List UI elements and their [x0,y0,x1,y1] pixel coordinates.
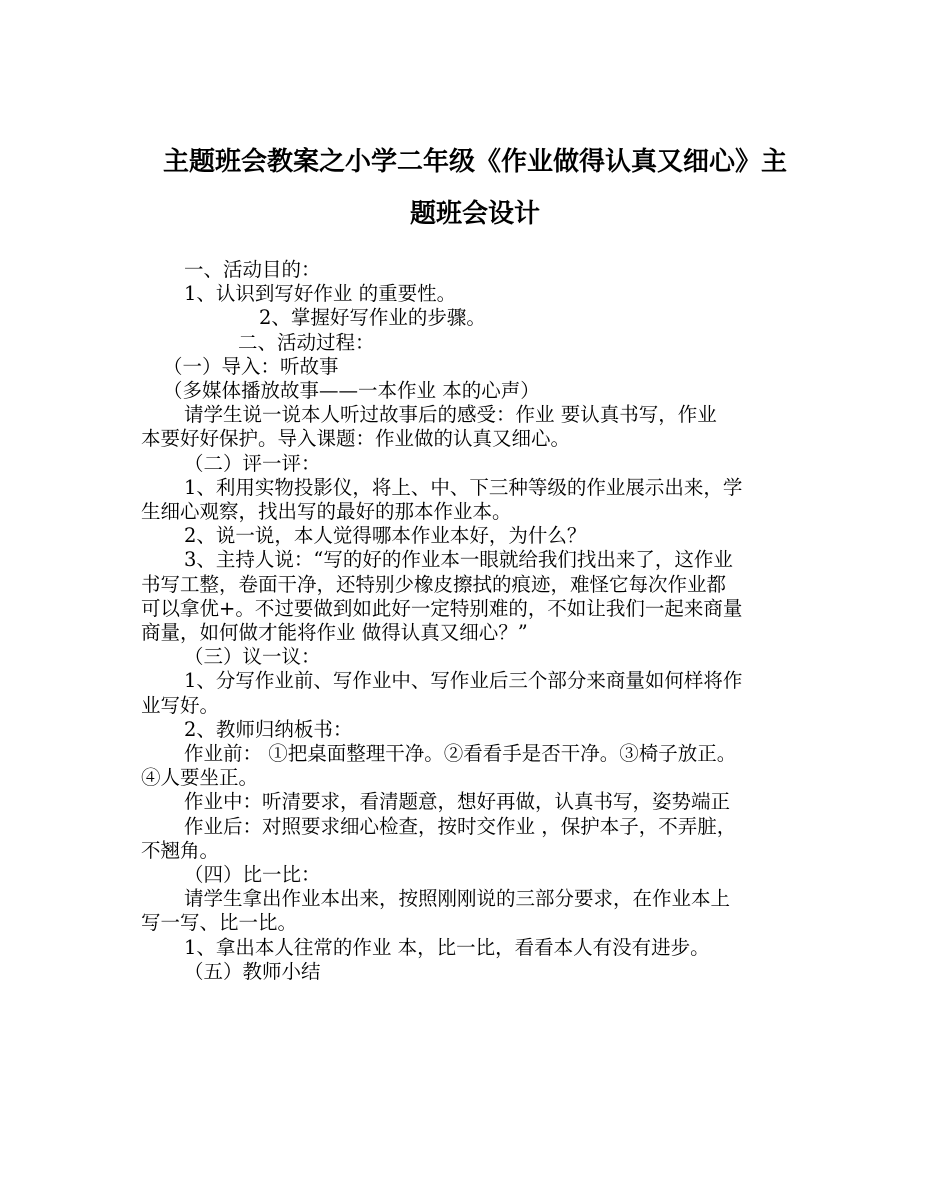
paragraph-line: 不翘角。 [141,838,220,862]
paragraph-line: 商量，如何做才能将作业 做得认真又细心？” [141,621,528,645]
paragraph-line: （多媒体播放故事——一本作业 本的心声） [163,379,540,403]
subsection-heading: （二）评一评： [184,451,321,475]
paragraph-line: 作业前： ①把桌面整理干净。②看看手是否干净。③椅子放正。 [184,742,737,766]
paragraph-line: 请学生拿出作业本出来，按照刚刚说的三部分要求，在作业本上 [184,887,731,911]
subsection-heading: （四）比一比： [184,863,321,887]
paragraph-line: 作业中：听清要求，看清题意，想好再做，认真书写，姿势端正 [184,790,731,814]
paragraph-line: 书写工整，卷面干净，还特别少橡皮擦拭的痕迹，难怪它每次作业都 [141,572,727,596]
paragraph-line: 1、拿出本人往常的作业 本，比一比，看看本人有没有进步。 [184,935,710,959]
paragraph-line: 请学生说一说本人听过故事后的感受：作业 要认真书写，作业 [184,403,717,427]
paragraph-line: 1、分写作业前、写作业中、写作业后三个部分来商量如何样将作 [184,669,743,693]
subsection-heading: （五）教师小结 [184,959,321,983]
paragraph-line: 1、利用实物投影仪，将上、中、下三种等级的作业展示出来，学 [184,475,743,499]
paragraph-line: 本要好好保护。导入课题：作业做的认真又细心。 [141,427,571,451]
section-heading: 二、活动过程： [238,330,375,354]
paragraph-line: 1、认识到写好作业 的重要性。 [184,282,457,306]
title-line-1: 主题班会教案之小学二年级《作业做得认真又细心》主 [162,147,787,177]
paragraph-line: ④人要坐正。 [141,766,259,790]
paragraph-line: 写一写、比一比。 [141,911,298,935]
paragraph-line: 业写好。 [141,693,220,717]
paragraph-line: 可以拿优+。不过要做到如此好一定特别难的，不如让我们一起来商量 [141,596,743,620]
paragraph-line: 2、掌握好写作业的步骤。 [259,306,486,330]
paragraph-line: 作业后：对照要求细心检查，按时交作业 ，保护本子，不弄脏， [184,814,737,838]
paragraph-line: 生细心观察，找出写的最好的那本作业本。 [141,500,512,524]
paragraph-line: 2、说一说，本人觉得哪本作业本好，为什么？ [184,524,587,548]
section-heading: 一、活动目的： [184,258,321,281]
subsection-heading: （三）议一议： [184,645,321,669]
document-body [141,258,811,984]
subsection-heading: （一）导入：听故事 [163,354,339,378]
document-title [120,136,830,240]
paragraph-line: 2、教师归纳板书： [184,717,353,741]
paragraph-line: 3、主持人说：“写的好的作业本一眼就给我们找出来了，这作业 [184,548,733,572]
title-line-2: 题班会设计 [409,199,540,229]
